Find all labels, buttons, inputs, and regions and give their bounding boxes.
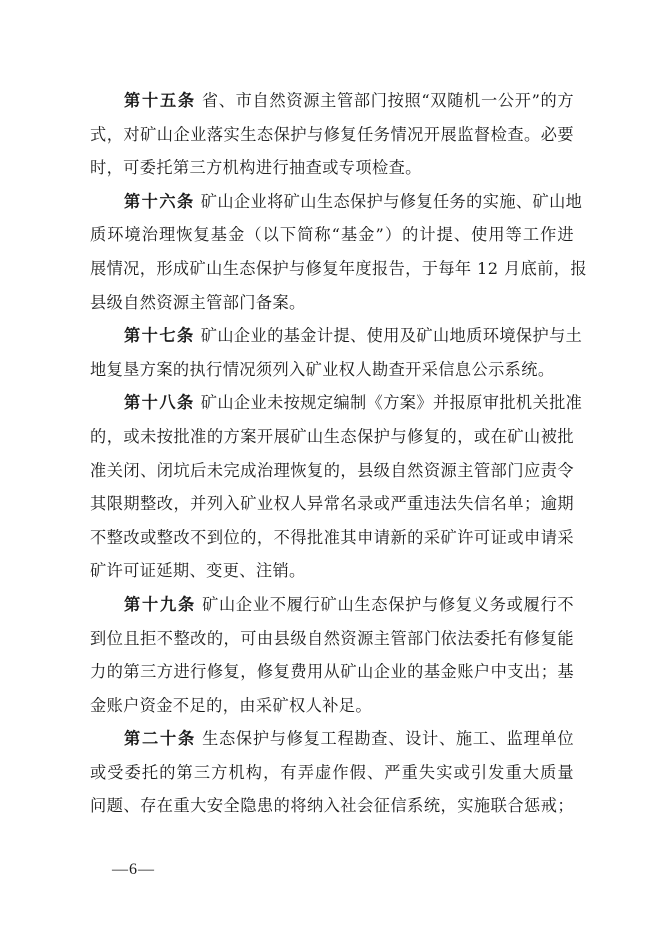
paragraph-line (90, 185, 583, 219)
article-number: 第十五条 (124, 91, 196, 110)
paragraph-line: 时，可委托第三方机构进行抽查或专项检查。 (90, 158, 422, 178)
article-19 (90, 588, 574, 722)
paragraph-line: 或受委托的第三方机构，有弄虚作假、严重失实或引发重大质量 (90, 762, 574, 782)
paragraph-line: 地复垦方案的执行情况须列入矿业权人勘查开采信息公示系统。 (90, 359, 555, 379)
paragraph-line: 不整改或整改不到位的，不得批准其申请新的采矿许可证或申请采 (90, 527, 574, 547)
article-number: 第二十条 (124, 729, 197, 749)
article-18 (90, 386, 583, 588)
paragraph-line (90, 84, 574, 118)
document-body (90, 84, 587, 823)
paragraph-line: 质环境治理恢复基金（以下简称“基金”）的计提、使用等工作进 (90, 225, 574, 245)
article-15 (90, 84, 574, 185)
paragraph-line: 的，或未按批准的方案开展矿山生态保护与修复的，或在矿山被批 (90, 426, 574, 446)
paragraph-line: 准关闭、闭坑后未完成治理恢复的，县级自然资源主管部门应责令 (90, 460, 574, 480)
article-17 (90, 319, 583, 386)
line-text: 矿山企业未按规定编制《方案》并报原审批机关批准 (200, 393, 583, 413)
paragraph-line: 其限期整改，并列入矿业权人异常名录或严重违法失信名单；逾期 (90, 494, 574, 514)
article-number: 第十八条 (124, 393, 195, 413)
page-number: —6— (112, 861, 155, 878)
paragraph-line: 矿许可证延期、变更、注销。 (90, 561, 306, 581)
line-text: 生态保护与修复工程勘查、设计、施工、监理单位 (202, 729, 574, 749)
paragraph-line (90, 588, 574, 622)
paragraph-line: 金账户资金不足的，由采矿权人补足。 (90, 695, 372, 715)
line-text: 省、市自然资源主管部门按照“双随机一公开”的方 (201, 91, 575, 110)
paragraph-line: 到位且拒不整改的，可由县级自然资源主管部门依法委托有修复能 (90, 628, 574, 648)
paragraph-line: 县级自然资源主管部门备案。 (90, 292, 306, 312)
paragraph-line (90, 386, 583, 420)
paragraph-line (90, 319, 583, 353)
line-text: 矿山企业将矿山生态保护与修复任务的实施、矿山地 (200, 191, 583, 211)
article-16 (90, 185, 587, 319)
paragraph-line (90, 722, 574, 756)
line-text: 矿山企业的基金计提、使用及矿山地质环境保护与土 (200, 326, 583, 346)
paragraph-line: 力的第三方进行修复，修复费用从矿山企业的基金账户中支出；基 (90, 662, 574, 682)
article-number: 第十九条 (124, 594, 197, 614)
line-text: 矿山企业不履行矿山生态保护与修复义务或履行不 (202, 594, 574, 614)
paragraph-line: 展情况，形成矿山生态保护与修复年度报告，于每年 12 月底前，报 (90, 258, 587, 278)
paragraph-line: 式，对矿山企业落实生态保护与修复任务情况开展监督检查。必要 (90, 124, 574, 144)
paragraph-line: 问题、存在重大安全隐患的将纳入社会征信系统，实施联合惩戒； (90, 796, 574, 816)
article-number: 第十六条 (124, 191, 195, 211)
article-20 (90, 722, 574, 823)
article-number: 第十七条 (124, 326, 195, 346)
